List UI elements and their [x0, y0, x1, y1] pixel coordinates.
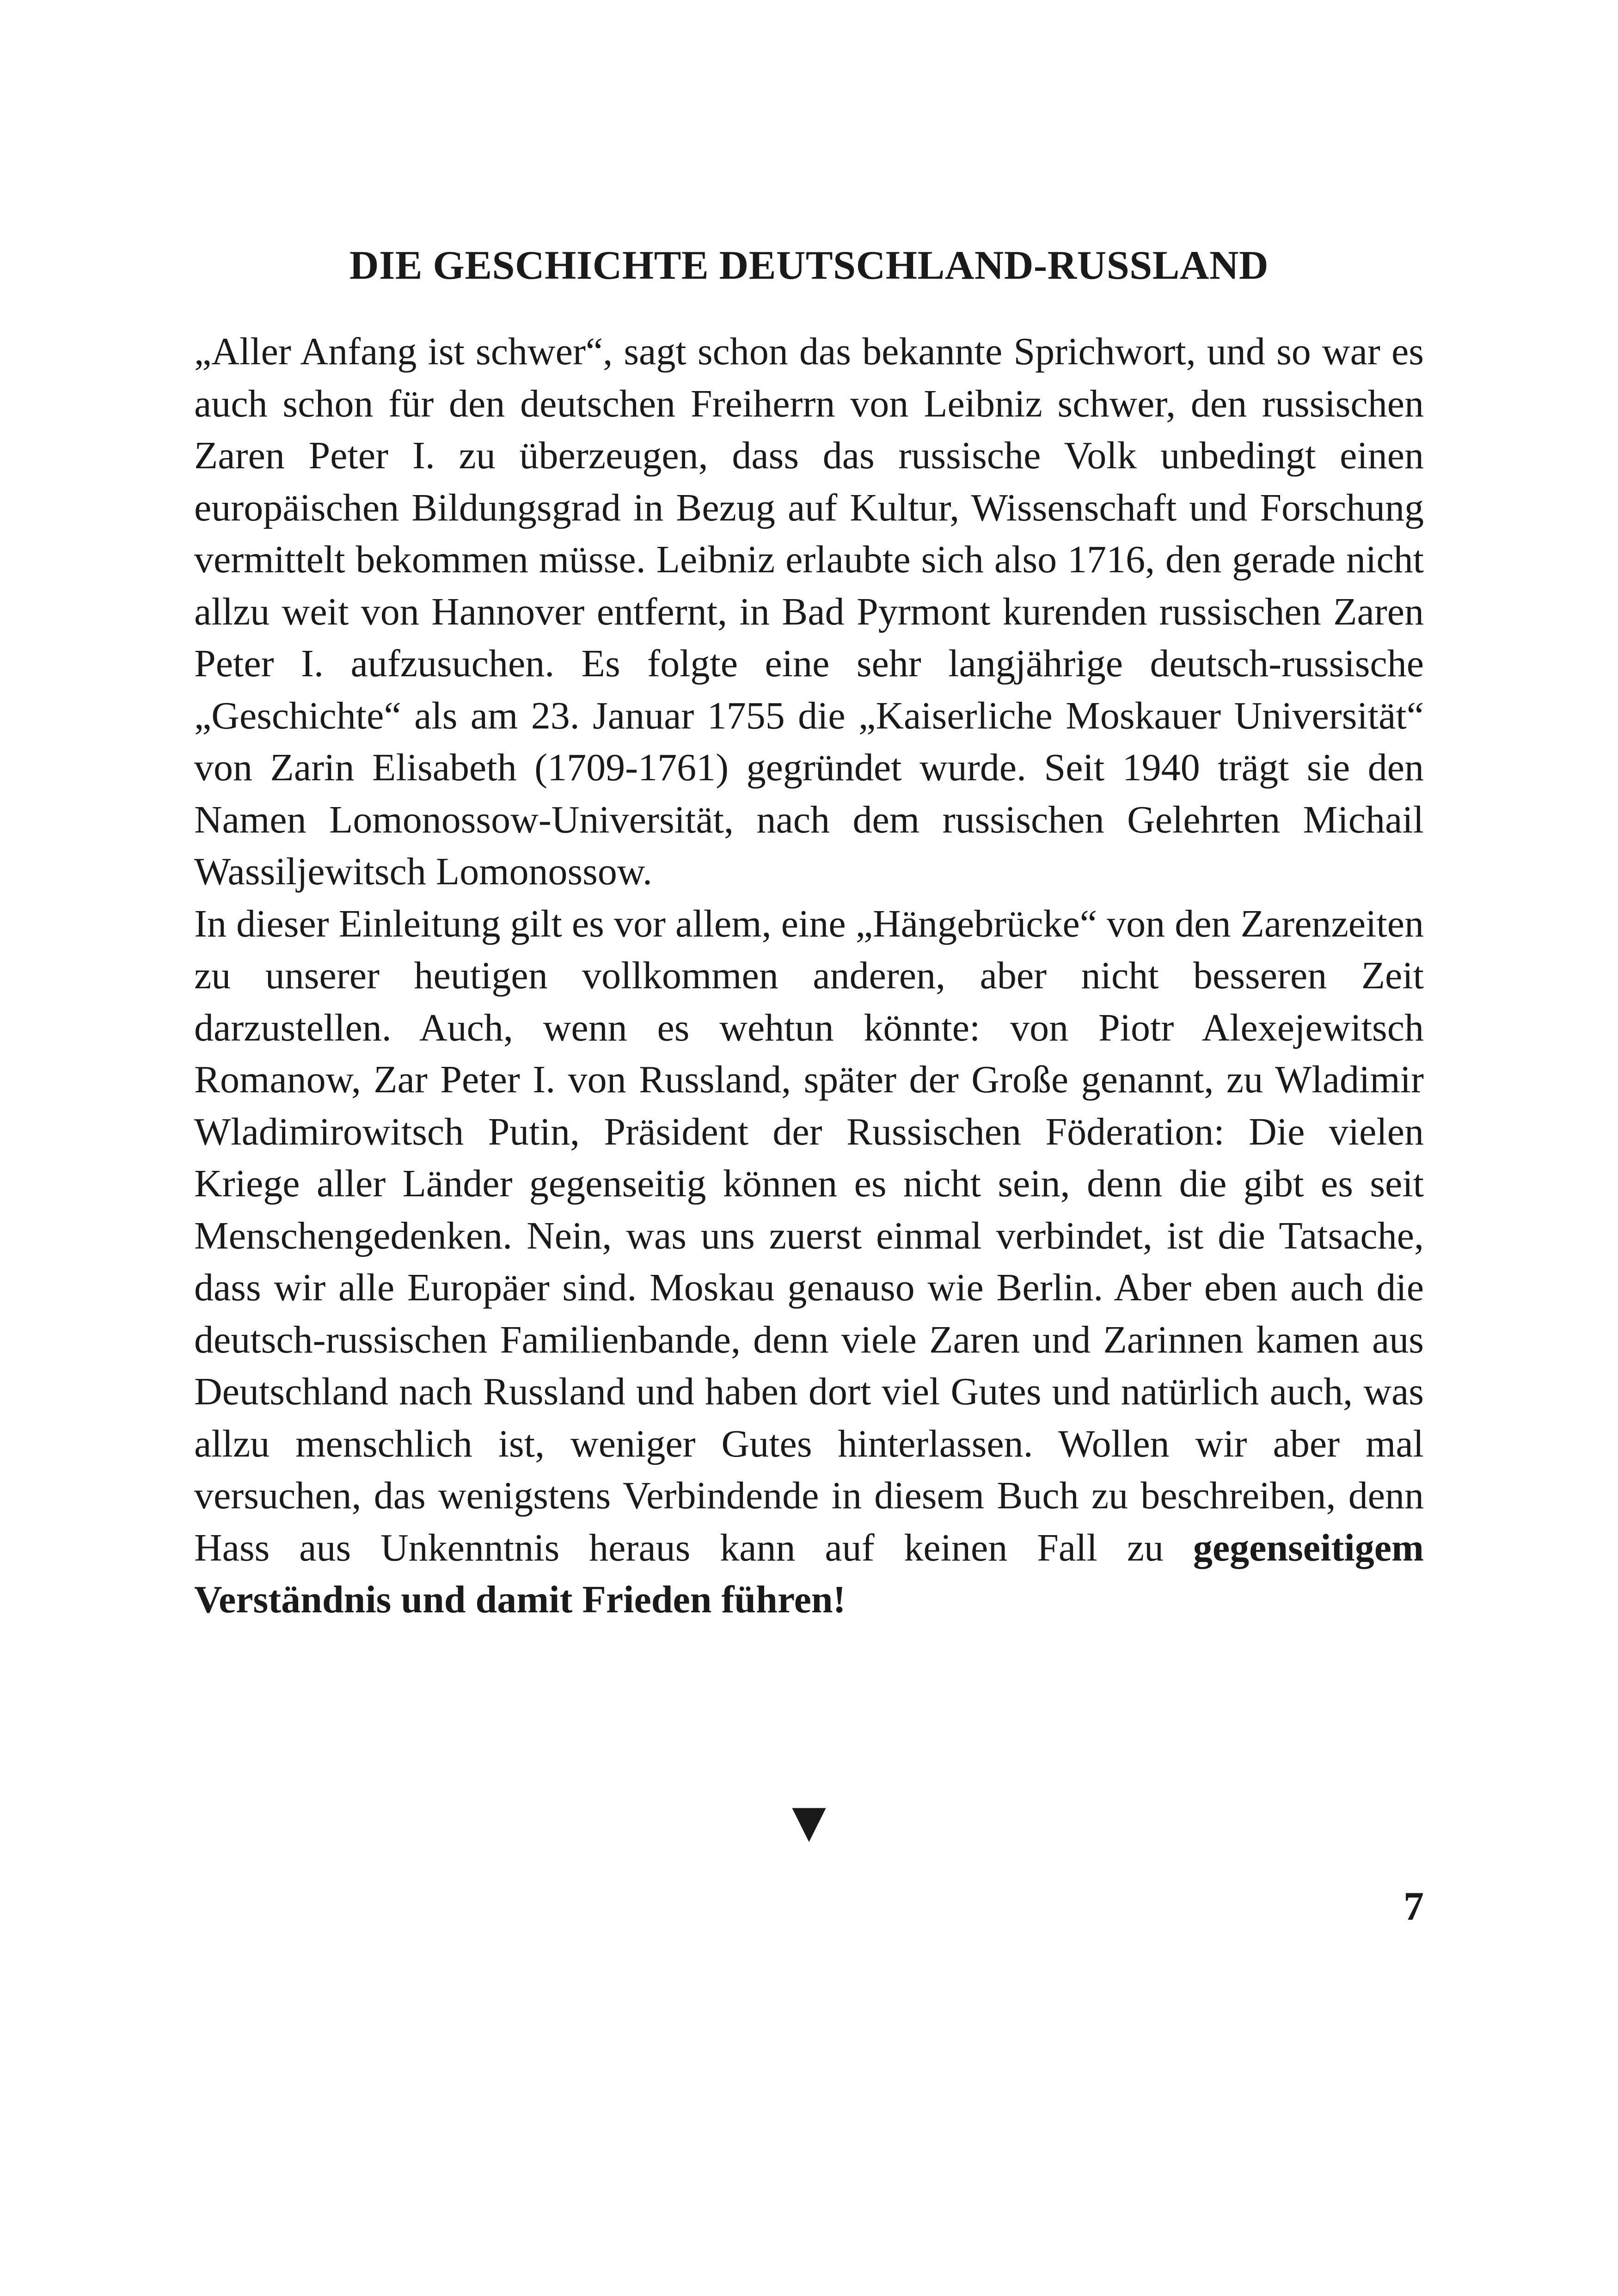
paragraph-main-emphasis: gegenseitigem Verständnis und damit Frieden führen!	[194, 1526, 1424, 1621]
paragraph-intro: „Aller Anfang ist schwer“, sagt schon das bekannte Sprichwort, und so war es auch schon für den deutschen Freiherrn von Leibniz schwer, den russischen Zaren Peter I. zu überzeugen, dass das russische Volk unbedingt einen europäischen Bildungsgrad in Bezug auf Kultur, Wissenschaft und Forschung vermittelt bekommen müsse. Leibniz erlaubte sich also 1716, den gerade nicht allzu weit von Hannover entfernt, in Bad Pyrmont kurenden russischen Zaren Peter I. aufzusuchen. Es folgte eine sehr langjährige deutsch-russische „Geschichte“ als am 23. Januar 1755 die „Kaiserliche Moskauer Universität“ von Zarin Elisabeth (1709-1761) gegründet wurde. Seit 1940 trägt sie den Namen Lomonossow-Universität, nach dem russischen Gelehrten Michail Wassiljewitsch Lomonossow.	[194, 330, 1424, 893]
paragraph-main	[194, 898, 1424, 1626]
page-number: 7	[1403, 1884, 1424, 1929]
page-title: DIE GESCHICHTE DEUTSCHLAND-RUSSLAND	[349, 243, 1269, 288]
end-triangle-icon: ▼	[792, 1795, 826, 1847]
paragraph-main-text: In dieser Einleitung gilt es vor allem, eine „Hängebrücke“ von den Zarenzeiten zu unserer heutigen vollkommen anderen, aber nicht besseren Zeit darzustellen. Auch, wenn es wehtun könnte: von Piotr Alexejewitsch Romanow, Zar Peter I. von Russland, später der Große genannt, zu Wladimir Wladimirowitsch Putin, Präsident der Russischen Föderation: Die vielen Kriege aller Länder gegenseitig können es nicht sein, denn die gibt es seit Menschengedenken. Nein, was uns zuerst einmal verbindet, ist die Tatsache, dass wir alle Europäer sind. Moskau genauso wie Berlin. Aber eben auch die deutsch-russischen Familienbande, denn viele Zaren und Zarinnen kamen aus Deutschland nach Russland und haben dort viel Gutes und natürlich auch, was allzu menschlich ist, weniger Gutes hinterlassen. Wollen wir aber mal versuchen, das wenigstens Verbindende in diesem Buch zu beschreiben, denn Hass aus Unkenntnis heraus kann auf keinen Fall zu	[194, 902, 1424, 1569]
body-text	[194, 326, 1424, 1626]
